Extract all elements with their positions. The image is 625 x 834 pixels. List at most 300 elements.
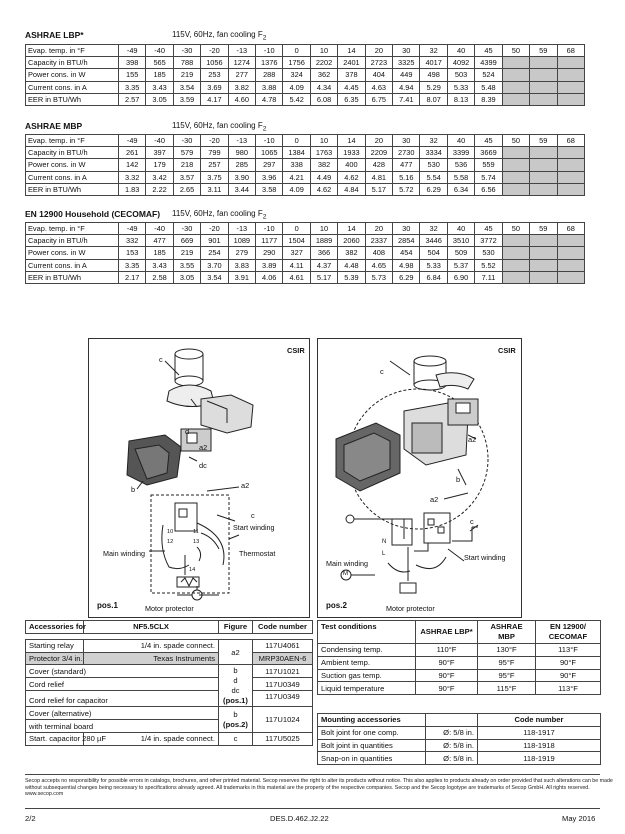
row-label: Power cons. in W bbox=[26, 247, 119, 259]
mounting-row bbox=[318, 726, 601, 739]
row-label: Capacity in BTU/h bbox=[26, 57, 119, 69]
value-cell: 4.94 bbox=[393, 81, 420, 93]
row-label: Evap. temp. in °F bbox=[26, 135, 119, 147]
terminal-11: 11 bbox=[193, 529, 199, 535]
value-cell: 8.13 bbox=[447, 93, 474, 105]
callout-a2-top: a2 bbox=[468, 435, 477, 444]
value-cell: 2723 bbox=[365, 57, 392, 69]
value-cell: 5.29 bbox=[420, 81, 447, 93]
mbp-header: ASHRAE MBP bbox=[478, 621, 536, 644]
value-cell: 3.44 bbox=[228, 183, 255, 195]
value-cell: 5.48 bbox=[475, 81, 502, 93]
value-cell: -30 bbox=[173, 45, 200, 57]
value-cell bbox=[557, 81, 585, 93]
callout-a2-top: a2 bbox=[199, 443, 208, 452]
row-label: Capacity in BTU/h bbox=[26, 147, 119, 159]
document-code: DES.D.462.J2.22 bbox=[270, 814, 329, 823]
value-cell bbox=[557, 159, 585, 171]
value-cell: 4.21 bbox=[283, 171, 310, 183]
value-cell: 509 bbox=[447, 247, 474, 259]
value-cell bbox=[530, 235, 557, 247]
value-cell: 59 bbox=[530, 45, 557, 57]
mounting-name: Snap-on in quantities bbox=[318, 752, 426, 765]
value-cell: 20 bbox=[365, 223, 392, 235]
value-cell: 7.11 bbox=[475, 271, 502, 283]
value-cell: 4.98 bbox=[393, 259, 420, 271]
value-cell bbox=[530, 247, 557, 259]
value-cell: 5.54 bbox=[420, 171, 447, 183]
value-cell: 397 bbox=[146, 147, 173, 159]
value-cell bbox=[530, 93, 557, 105]
start-winding-label: Start winding bbox=[233, 523, 275, 532]
value-cell: 4017 bbox=[420, 57, 447, 69]
value-cell: -30 bbox=[173, 135, 200, 147]
value-cell bbox=[530, 271, 557, 283]
value-cell: 579 bbox=[173, 147, 200, 159]
value-cell: 1274 bbox=[228, 57, 255, 69]
value-cell: 6.75 bbox=[365, 93, 392, 105]
value-cell: 332 bbox=[119, 235, 146, 247]
condition-value: 95°F bbox=[478, 656, 536, 669]
accessory-code: 117U4061 bbox=[253, 639, 313, 652]
value-cell: 1056 bbox=[201, 57, 228, 69]
value-cell bbox=[530, 259, 557, 271]
value-cell: 1376 bbox=[256, 57, 283, 69]
value-cell: 504 bbox=[420, 247, 447, 259]
header-row bbox=[26, 223, 585, 235]
value-cell: 8.39 bbox=[475, 93, 502, 105]
callout-b: b bbox=[456, 475, 461, 484]
value-cell: -10 bbox=[256, 135, 283, 147]
accessory-name: Cord relief bbox=[26, 678, 219, 691]
callout-c: c bbox=[380, 367, 384, 376]
value-cell: 40 bbox=[447, 223, 474, 235]
value-cell: 14 bbox=[338, 135, 365, 147]
value-cell: 20 bbox=[365, 135, 392, 147]
value-cell: 3334 bbox=[420, 147, 447, 159]
value-cell: 0 bbox=[283, 45, 310, 57]
test-condition-row bbox=[318, 669, 601, 682]
value-cell bbox=[502, 235, 529, 247]
value-cell: 3.91 bbox=[228, 271, 255, 283]
value-cell: 398 bbox=[119, 57, 146, 69]
accessory-detail: 1/4 in. spade connect. bbox=[84, 639, 219, 652]
mounting-title: Mounting accessories bbox=[318, 714, 426, 727]
value-cell bbox=[557, 69, 585, 81]
accessory-name: Cover (alternative) bbox=[26, 707, 219, 720]
value-cell: 536 bbox=[447, 159, 474, 171]
mounting-name: Bolt joint in quantities bbox=[318, 739, 426, 752]
value-cell: 382 bbox=[310, 159, 337, 171]
value-cell: 1065 bbox=[256, 147, 283, 159]
value-cell bbox=[502, 69, 529, 81]
value-cell: 477 bbox=[393, 159, 420, 171]
value-cell: -49 bbox=[119, 45, 146, 57]
mounting-table bbox=[317, 713, 601, 765]
value-cell: -40 bbox=[146, 135, 173, 147]
value-cell: 2060 bbox=[338, 235, 365, 247]
value-cell bbox=[502, 171, 529, 183]
value-cell: 45 bbox=[475, 45, 502, 57]
section-condition: 115V, 60Hz, fan cooling $F_2$ bbox=[172, 209, 267, 221]
value-cell: -49 bbox=[119, 223, 146, 235]
main-winding-label: Main winding bbox=[103, 549, 145, 558]
mounting-code: 118-1917 bbox=[478, 726, 601, 739]
value-cell bbox=[530, 183, 557, 195]
value-cell: 3.54 bbox=[173, 81, 200, 93]
section-title: ASHRAE LBP* bbox=[25, 30, 84, 40]
value-cell: 2.58 bbox=[146, 271, 173, 283]
data-row bbox=[26, 271, 585, 283]
value-cell: 3.70 bbox=[201, 259, 228, 271]
value-cell: -20 bbox=[201, 45, 228, 57]
value-cell: 378 bbox=[338, 69, 365, 81]
value-cell: 4.09 bbox=[283, 183, 310, 195]
value-cell: 1889 bbox=[310, 235, 337, 247]
callout-dc: dc bbox=[199, 461, 207, 470]
mounting-size: Ø: 5/8 in. bbox=[426, 726, 478, 739]
row-label: EER in BTU/Wh bbox=[26, 271, 119, 283]
condition-value: 90°F bbox=[536, 656, 601, 669]
value-cell: 2730 bbox=[393, 147, 420, 159]
value-cell: 5.72 bbox=[393, 183, 420, 195]
value-cell: 788 bbox=[173, 57, 200, 69]
row-label: Evap. temp. in °F bbox=[26, 223, 119, 235]
accessory-code: 117U1024 bbox=[253, 707, 313, 733]
value-cell: 5.42 bbox=[283, 93, 310, 105]
value-cell: 454 bbox=[393, 247, 420, 259]
value-cell: 32 bbox=[420, 45, 447, 57]
value-cell: 5.73 bbox=[365, 271, 392, 283]
value-cell: -49 bbox=[119, 135, 146, 147]
callout-d: d bbox=[185, 427, 190, 436]
section-condition: 115V, 60Hz, fan cooling $F_2$ bbox=[172, 30, 267, 42]
value-cell: 6.34 bbox=[447, 183, 474, 195]
test-condition-row bbox=[318, 644, 601, 657]
value-cell: 219 bbox=[173, 247, 200, 259]
condition-label: Condensing temp. bbox=[318, 644, 416, 657]
value-cell: 50 bbox=[502, 223, 529, 235]
value-cell: 288 bbox=[256, 69, 283, 81]
value-cell: 530 bbox=[420, 159, 447, 171]
value-cell: 5.39 bbox=[338, 271, 365, 283]
value-cell: 4.78 bbox=[256, 93, 283, 105]
value-cell: 30 bbox=[393, 135, 420, 147]
value-cell: 5.33 bbox=[420, 259, 447, 271]
value-cell: 3.83 bbox=[228, 259, 255, 271]
value-cell: 3.32 bbox=[119, 171, 146, 183]
value-cell: 4.81 bbox=[365, 171, 392, 183]
value-cell: 2854 bbox=[393, 235, 420, 247]
value-cell: 901 bbox=[201, 235, 228, 247]
value-cell: 3.96 bbox=[256, 171, 283, 183]
value-cell: 4.60 bbox=[228, 93, 255, 105]
value-cell: 142 bbox=[119, 159, 146, 171]
value-cell: 2.17 bbox=[119, 271, 146, 283]
value-cell: 4092 bbox=[447, 57, 474, 69]
accessory-detail: Texas Instruments bbox=[84, 652, 219, 665]
lbp-header: ASHRAE LBP* bbox=[416, 621, 478, 644]
main-winding-label: Main winding bbox=[326, 559, 368, 568]
value-cell: 153 bbox=[119, 247, 146, 259]
figure-cell: a2 bbox=[219, 639, 253, 665]
data-row bbox=[26, 69, 585, 81]
accessory-name: Starting relay bbox=[26, 639, 84, 652]
value-cell: 257 bbox=[201, 159, 228, 171]
value-cell: 404 bbox=[365, 69, 392, 81]
value-cell: 980 bbox=[228, 147, 255, 159]
value-cell: 185 bbox=[146, 69, 173, 81]
value-cell: 3.54 bbox=[201, 271, 228, 283]
value-cell bbox=[557, 183, 585, 195]
value-cell: 338 bbox=[283, 159, 310, 171]
value-cell: 1933 bbox=[338, 147, 365, 159]
row-label: Current cons. in A bbox=[26, 259, 119, 271]
terminal-m: M bbox=[343, 571, 348, 577]
value-cell: 32 bbox=[420, 135, 447, 147]
value-cell bbox=[557, 235, 585, 247]
terminal-n: N bbox=[382, 539, 387, 545]
callout-a2-mid: a2 bbox=[430, 495, 439, 504]
value-cell: 530 bbox=[475, 247, 502, 259]
row-label: EER in BTU/Wh bbox=[26, 93, 119, 105]
condition-value: 95°F bbox=[478, 669, 536, 682]
mounting-size: Ø: 5/8 in. bbox=[426, 739, 478, 752]
value-cell bbox=[530, 147, 557, 159]
value-cell: 68 bbox=[557, 45, 585, 57]
value-cell: 2401 bbox=[338, 57, 365, 69]
value-cell: 10 bbox=[310, 45, 337, 57]
terminal-13: 13 bbox=[193, 539, 200, 545]
accessory-code: 117U0349 bbox=[253, 691, 313, 707]
value-cell: 0 bbox=[283, 135, 310, 147]
value-cell: 3.59 bbox=[173, 93, 200, 105]
terminal-14: 14 bbox=[189, 567, 196, 573]
value-cell: 218 bbox=[173, 159, 200, 171]
performance-table bbox=[25, 134, 585, 196]
value-cell: 6.08 bbox=[310, 93, 337, 105]
value-cell: -20 bbox=[201, 223, 228, 235]
callout-c-mid: c bbox=[251, 511, 255, 520]
value-cell bbox=[502, 159, 529, 171]
value-cell: 4.62 bbox=[310, 183, 337, 195]
value-cell: 6.56 bbox=[475, 183, 502, 195]
value-cell: 6.29 bbox=[393, 271, 420, 283]
value-cell: 1504 bbox=[283, 235, 310, 247]
performance-table bbox=[25, 222, 585, 284]
value-cell: 2337 bbox=[365, 235, 392, 247]
value-cell: 3510 bbox=[447, 235, 474, 247]
value-cell: 3.35 bbox=[119, 81, 146, 93]
wiring-diagram-pos2 bbox=[317, 338, 522, 618]
value-cell bbox=[530, 171, 557, 183]
compressor-diagram-drawing bbox=[89, 339, 309, 617]
accessory-name: Cover (standard) bbox=[26, 665, 219, 678]
value-cell: 3.43 bbox=[146, 81, 173, 93]
value-cell: 179 bbox=[146, 159, 173, 171]
value-cell: 5.17 bbox=[365, 183, 392, 195]
value-cell: 5.16 bbox=[393, 171, 420, 183]
value-cell: 559 bbox=[475, 159, 502, 171]
condition-value: 130°F bbox=[478, 644, 536, 657]
value-cell: 477 bbox=[146, 235, 173, 247]
value-cell: 1384 bbox=[283, 147, 310, 159]
value-cell: -10 bbox=[256, 223, 283, 235]
value-cell: 8.07 bbox=[420, 93, 447, 105]
mounting-row bbox=[318, 739, 601, 752]
disclaimer: Secop accepts no responsibility for possible errors in catalogs, brochures, and other printed material. Secop reserves the right to alter its products without notice. This also applies to products already on order provided that such alterations can be made without subsequential changes being necessary to specifications already agreed. All trademarks in this material are the property of the respective companies. Secop and the Secop logotype are trademarks of Secop GmbH. All rights reserved. www.secop.com bbox=[25, 778, 613, 798]
terminal-l: L bbox=[382, 551, 386, 557]
condition-label: Liquid temperature bbox=[318, 682, 416, 695]
figure-header: Figure bbox=[219, 621, 253, 634]
value-cell: 261 bbox=[119, 147, 146, 159]
value-cell: 14 bbox=[338, 223, 365, 235]
value-cell: 3772 bbox=[475, 235, 502, 247]
value-cell: 253 bbox=[201, 69, 228, 81]
header-row bbox=[26, 135, 585, 147]
value-cell: 2.22 bbox=[146, 183, 173, 195]
condition-value: 113°F bbox=[536, 644, 601, 657]
data-row bbox=[26, 171, 585, 183]
value-cell: 4.63 bbox=[365, 81, 392, 93]
condition-value: 90°F bbox=[536, 669, 601, 682]
value-cell: 400 bbox=[338, 159, 365, 171]
value-cell: 3.82 bbox=[228, 81, 255, 93]
value-cell: 3399 bbox=[447, 147, 474, 159]
value-cell: 565 bbox=[146, 57, 173, 69]
value-cell: -13 bbox=[228, 135, 255, 147]
mounting-code: 118-1919 bbox=[478, 752, 601, 765]
value-cell: 3.05 bbox=[173, 271, 200, 283]
figure-cell: c bbox=[219, 732, 253, 745]
value-cell: 14 bbox=[338, 45, 365, 57]
row-label: Power cons. in W bbox=[26, 69, 119, 81]
value-cell: 1.83 bbox=[119, 183, 146, 195]
value-cell: 362 bbox=[310, 69, 337, 81]
row-label: EER in BTU/Wh bbox=[26, 183, 119, 195]
data-row bbox=[26, 247, 585, 259]
mounting-name: Bolt joint for one comp. bbox=[318, 726, 426, 739]
accessories-model: NF5.5CLX bbox=[84, 621, 219, 634]
value-cell: 68 bbox=[557, 135, 585, 147]
terminal-10: 10 bbox=[167, 529, 174, 535]
value-cell: 3.88 bbox=[256, 81, 283, 93]
data-row bbox=[26, 81, 585, 93]
value-cell: 285 bbox=[228, 159, 255, 171]
value-cell bbox=[557, 147, 585, 159]
value-cell: 327 bbox=[283, 247, 310, 259]
value-cell: 5.58 bbox=[447, 171, 474, 183]
value-cell: 4.11 bbox=[283, 259, 310, 271]
thermostat-label: Thermostat bbox=[239, 549, 276, 558]
value-cell: 3.43 bbox=[146, 259, 173, 271]
section-condition: 115V, 60Hz, fan cooling $F_2$ bbox=[172, 121, 267, 133]
value-cell bbox=[502, 81, 529, 93]
value-cell: 50 bbox=[502, 135, 529, 147]
value-cell: -40 bbox=[146, 45, 173, 57]
divider bbox=[25, 774, 600, 775]
value-cell: 4.34 bbox=[310, 81, 337, 93]
value-cell: 45 bbox=[475, 135, 502, 147]
value-cell: 5.74 bbox=[475, 171, 502, 183]
value-cell bbox=[502, 271, 529, 283]
start-winding-label: Start winding bbox=[464, 553, 506, 562]
value-cell bbox=[557, 259, 585, 271]
value-cell: 10 bbox=[310, 135, 337, 147]
value-cell: 408 bbox=[365, 247, 392, 259]
test-conditions-title: Test conditions bbox=[318, 621, 416, 644]
page-number: 2/2 bbox=[25, 814, 36, 823]
value-cell: 4.62 bbox=[338, 171, 365, 183]
callout-b: b bbox=[131, 485, 136, 494]
accessory-code: 117U5025 bbox=[253, 732, 313, 745]
value-cell: 3.11 bbox=[201, 183, 228, 195]
en-header: EN 12900/ CECOMAF bbox=[536, 621, 601, 644]
condition-value: 113°F bbox=[536, 682, 601, 695]
value-cell: 3.75 bbox=[201, 171, 228, 183]
value-cell: 1177 bbox=[256, 235, 283, 247]
value-cell: 6.90 bbox=[447, 271, 474, 283]
test-condition-row bbox=[318, 682, 601, 695]
accessory-name: with terminal board bbox=[26, 720, 219, 733]
value-cell bbox=[502, 183, 529, 195]
value-cell bbox=[557, 247, 585, 259]
value-cell: -40 bbox=[146, 223, 173, 235]
value-cell: -13 bbox=[228, 223, 255, 235]
figure-cell: b d dc (pos.1) bbox=[219, 665, 253, 707]
value-cell: 6.35 bbox=[338, 93, 365, 105]
condition-label: Ambient temp. bbox=[318, 656, 416, 669]
value-cell: 45 bbox=[475, 223, 502, 235]
value-cell: 277 bbox=[228, 69, 255, 81]
value-cell: 3.90 bbox=[228, 171, 255, 183]
value-cell: 5.33 bbox=[447, 81, 474, 93]
csir-label: CSIR bbox=[287, 346, 305, 355]
value-cell: 669 bbox=[173, 235, 200, 247]
condition-value: 90°F bbox=[416, 656, 478, 669]
data-row bbox=[26, 235, 585, 247]
value-cell: 2209 bbox=[365, 147, 392, 159]
wiring-diagram-pos1 bbox=[88, 338, 310, 618]
data-row bbox=[26, 259, 585, 271]
value-cell: 449 bbox=[393, 69, 420, 81]
value-cell bbox=[557, 57, 585, 69]
value-cell: 3.58 bbox=[256, 183, 283, 195]
value-cell: 3.35 bbox=[119, 259, 146, 271]
value-cell: 155 bbox=[119, 69, 146, 81]
value-cell: 7.41 bbox=[393, 93, 420, 105]
test-conditions-table bbox=[317, 620, 601, 695]
section-title: EN 12900 Household (CECOMAF) bbox=[25, 209, 161, 219]
value-cell: 3.89 bbox=[256, 259, 283, 271]
value-cell: 5.52 bbox=[475, 259, 502, 271]
value-cell: 68 bbox=[557, 223, 585, 235]
value-cell: 6.29 bbox=[420, 183, 447, 195]
value-cell: -20 bbox=[201, 135, 228, 147]
accessory-name: Protector 3/4 in. bbox=[26, 652, 84, 665]
value-cell: 503 bbox=[447, 69, 474, 81]
value-cell: 59 bbox=[530, 223, 557, 235]
value-cell bbox=[530, 81, 557, 93]
value-cell: 6.84 bbox=[420, 271, 447, 283]
condition-value: 110°F bbox=[416, 644, 478, 657]
value-cell: 219 bbox=[173, 69, 200, 81]
value-cell: 40 bbox=[447, 45, 474, 57]
pos-label: pos.1 bbox=[97, 601, 118, 610]
accessory-detail: 1/4 in. spade connect. bbox=[84, 732, 219, 745]
value-cell: 59 bbox=[530, 135, 557, 147]
value-cell: 5.17 bbox=[310, 271, 337, 283]
